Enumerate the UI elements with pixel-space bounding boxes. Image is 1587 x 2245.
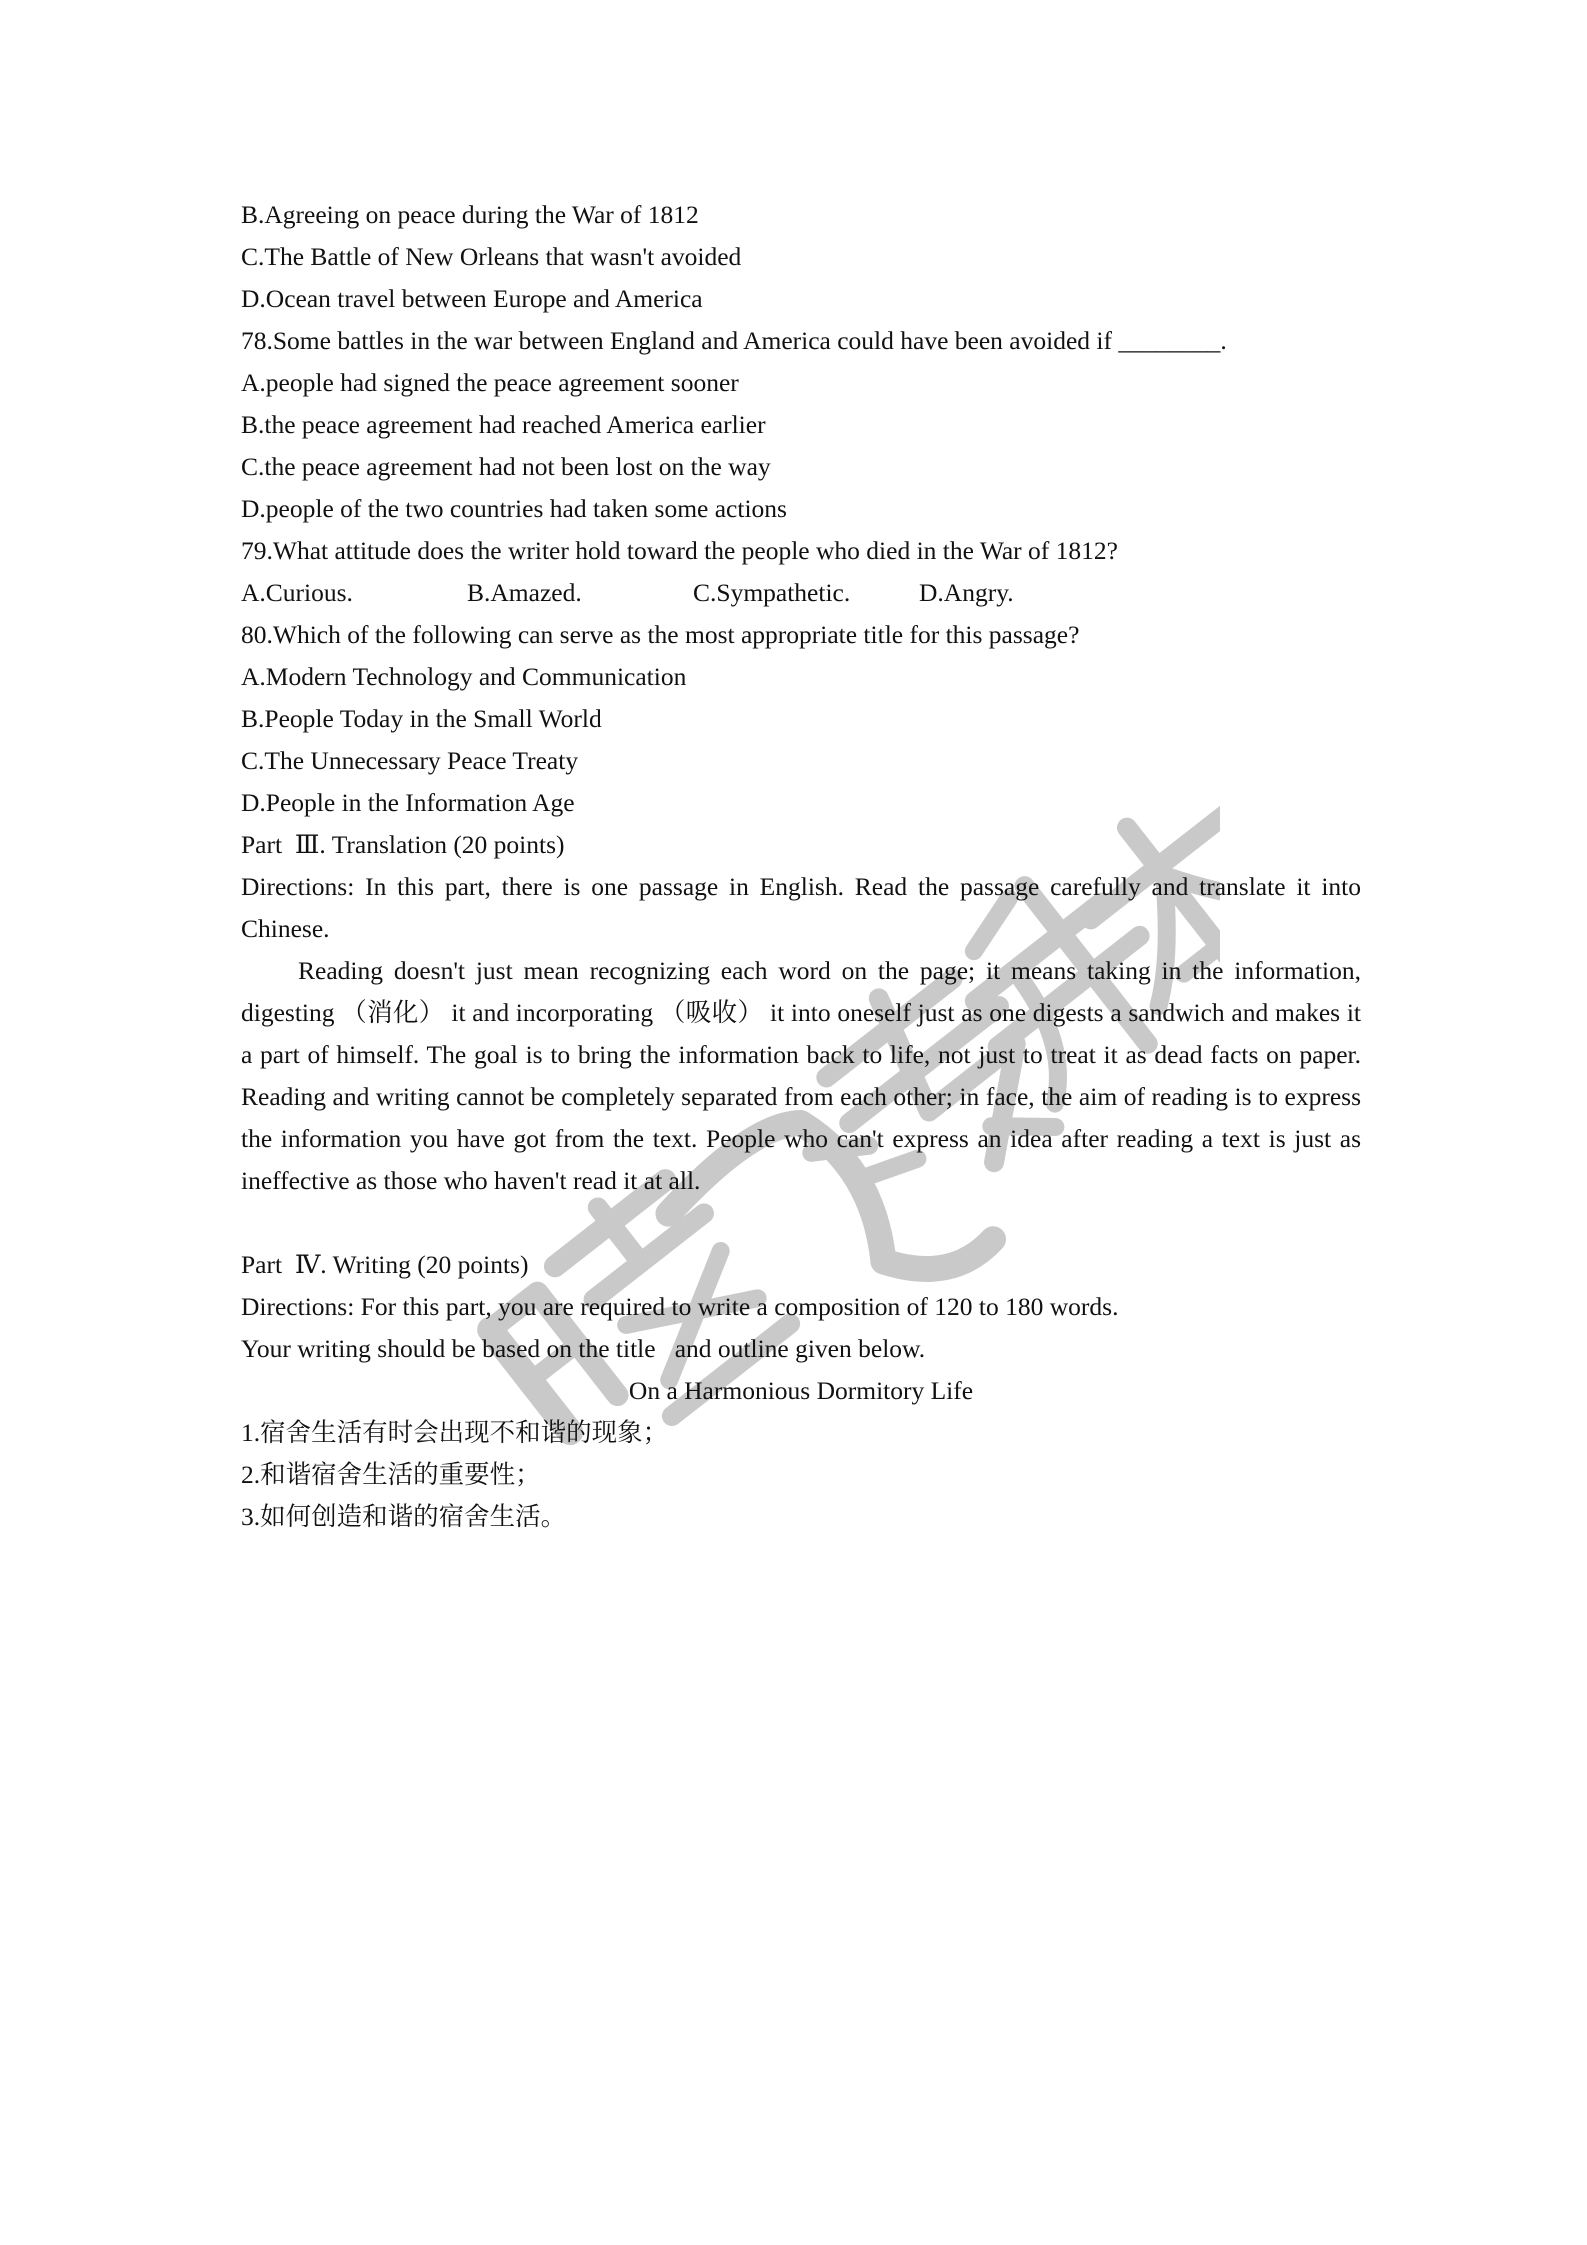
q80-stem: 80.Which of the following can serve as the most appropriate title for this passage? bbox=[241, 620, 1080, 649]
essay-title: On a Harmonious Dormitory Life bbox=[628, 1376, 974, 1405]
q78-option-c: C.the peace agreement had not been lost on the way bbox=[241, 452, 771, 481]
outline-item-1: 1.宿舍生活有时会出现不和谐的现象； bbox=[241, 1418, 669, 1447]
spacer bbox=[241, 1202, 1361, 1244]
q80-option-d: D.People in the Information Age bbox=[241, 788, 575, 817]
q78-option-d: D.people of the two countries had taken some actions bbox=[241, 494, 787, 523]
q78-option-a: A.people had signed the peace agreement sooner bbox=[241, 368, 739, 397]
q79-option-c: C.Sympathetic. bbox=[693, 578, 851, 607]
q78-option-b: B.the peace agreement had reached America earlier bbox=[241, 410, 766, 439]
q80-option-c: C.The Unnecessary Peace Treaty bbox=[241, 746, 579, 775]
q77-option-c: C.The Battle of New Orleans that wasn't avoided bbox=[241, 242, 742, 271]
q77-option-b: B.Agreeing on peace during the War of 1812 bbox=[241, 200, 699, 229]
part4-heading: Part Ⅳ. Writing (20 points) bbox=[241, 1250, 529, 1279]
part3-heading: Part Ⅲ. Translation (20 points) bbox=[241, 830, 565, 859]
part4-directions-1: Directions: For this part, you are required to write a composition of 120 to 180 words. bbox=[241, 1292, 1119, 1321]
q79-option-d: D.Angry. bbox=[919, 578, 1014, 607]
q80-option-a: A.Modern Technology and Communication bbox=[241, 662, 687, 691]
part4-directions-2: Your writing should be based on the title and outline given below. bbox=[241, 1334, 926, 1363]
outline-item-2: 2.和谐宿舍生活的重要性； bbox=[241, 1460, 541, 1489]
translation-passage: Reading doesn't just mean recognizing each word on the page; it means taking in the information, digesting （消化） it and incorporating （吸收） it into oneself just as one digests a sandwich and makes it a part of himself. The goal is to bring the information back to life, not just to treat it as dead facts on paper. Reading and writing cannot be completely separated from each other; in face, the aim of reading is to express the information you have got from the text. People who can't express an idea after reading a text is just as ineffective as those who haven't read it at all. bbox=[241, 956, 1361, 1195]
q79-options bbox=[241, 572, 1361, 614]
exam-content bbox=[241, 194, 1361, 1538]
q78-stem: 78.Some battles in the war between England and America could have been avoided if ________. bbox=[241, 326, 1227, 355]
q77-option-d: D.Ocean travel between Europe and America bbox=[241, 284, 703, 313]
q79-option-b: B.Amazed. bbox=[467, 578, 582, 607]
q79-stem: 79.What attitude does the writer hold toward the people who died in the War of 1812? bbox=[241, 536, 1118, 565]
part3-directions: Directions: In this part, there is one passage in English. Read the passage carefully and translate it into Chinese. bbox=[241, 872, 1361, 943]
outline-item-3: 3.如何创造和谐的宿舍生活。 bbox=[241, 1502, 567, 1531]
q80-option-b: B.People Today in the Small World bbox=[241, 704, 602, 733]
q79-option-a: A.Curious. bbox=[241, 578, 353, 607]
